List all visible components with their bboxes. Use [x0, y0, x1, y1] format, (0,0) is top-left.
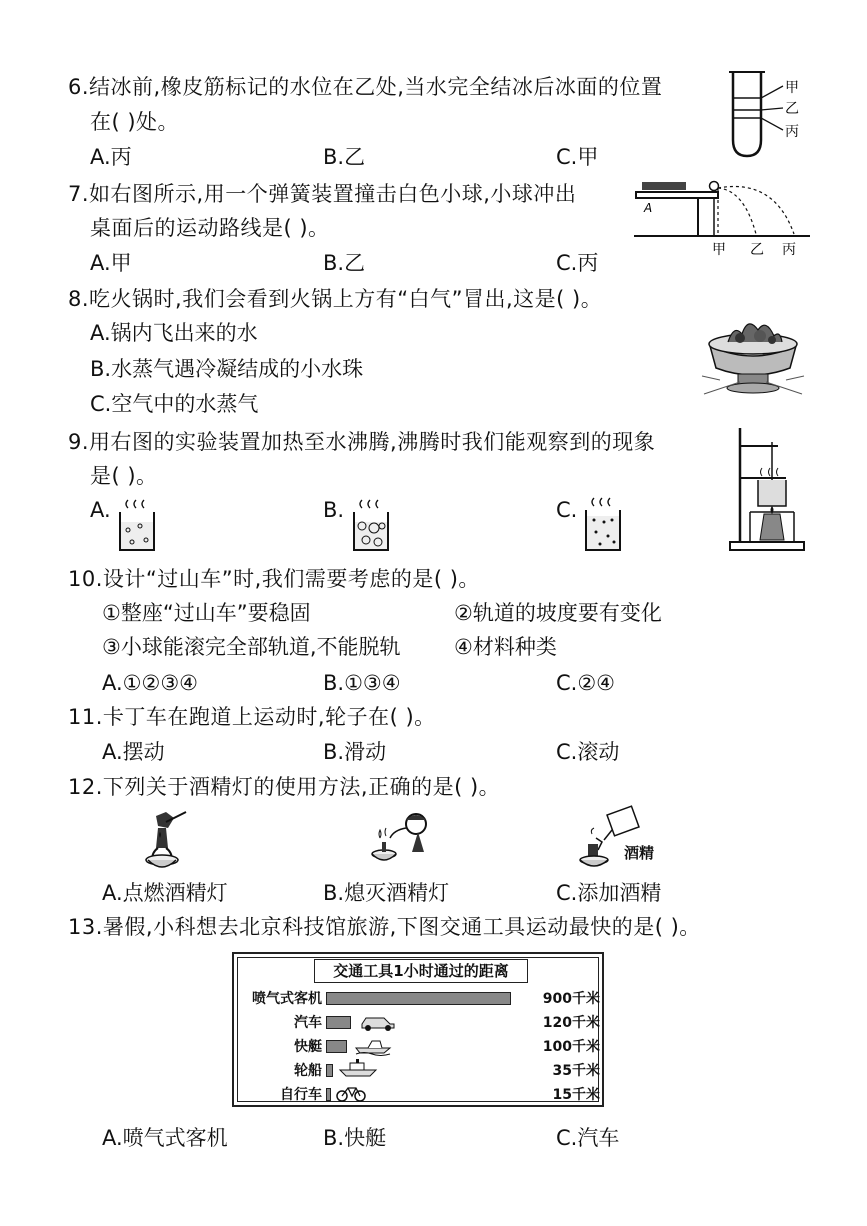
q8-option-c[interactable]: C.空气中的水蒸气	[90, 392, 259, 416]
q13-option-b[interactable]: B.快艇	[323, 1126, 387, 1150]
q12-figure-label-alcohol: 酒精	[624, 844, 655, 862]
row-label-speedboat: 快艇	[294, 1039, 322, 1055]
row-value-ship: 35千米	[552, 1063, 600, 1079]
q12-option-c[interactable]: C.添加酒精	[556, 881, 662, 905]
q11-option-b[interactable]: B.滑动	[323, 740, 387, 764]
q10-option-b[interactable]: B.①③④	[323, 671, 401, 695]
q6-fig-label-yi: 乙	[785, 101, 799, 117]
transport-distance-table	[232, 952, 604, 1107]
q6-stem-line2: 在( )处。	[90, 110, 180, 134]
q10-item-1: ①整座“过山车”要稳固	[102, 601, 311, 625]
bar-bicycle	[326, 1088, 331, 1101]
bar-speedboat	[326, 1040, 347, 1053]
q10-item-4: ④材料种类	[454, 635, 557, 659]
ball-trajectory-illustration	[634, 174, 810, 260]
q7-option-a[interactable]: A.甲	[90, 251, 132, 275]
table-title: 交通工具1小时通过的距离	[314, 959, 528, 983]
q9-option-a[interactable]: A.	[90, 498, 111, 522]
q9-stem-line1: 9.用右图的实验装置加热至水沸腾,沸腾时我们能观察到的现象	[68, 430, 656, 454]
heating-apparatus-illustration	[726, 422, 810, 556]
q7-option-b[interactable]: B.乙	[323, 251, 366, 275]
q11-stem: 11.卡丁车在跑道上运动时,轮子在( )。	[68, 705, 436, 729]
row-value-car: 120千米	[542, 1015, 600, 1031]
q6-fig-label-bing: 丙	[785, 124, 799, 140]
q6-option-b[interactable]: B.乙	[323, 145, 366, 169]
q7-fig-label-a: A	[644, 201, 653, 215]
q10-item-3: ③小球能滚完全部轨道,不能脱轨	[102, 635, 401, 659]
q9-beaker-a-icon	[116, 496, 160, 556]
q7-option-c[interactable]: C.丙	[556, 251, 599, 275]
test-tube-illustration	[725, 68, 815, 160]
q10-option-a[interactable]: A.①②③④	[102, 671, 198, 695]
q7-stem-line1: 7.如右图所示,用一个弹簧装置撞击白色小球,小球冲出	[68, 182, 577, 206]
q12-option-b[interactable]: B.熄灭酒精灯	[323, 881, 450, 905]
q6-option-a[interactable]: A.丙	[90, 145, 132, 169]
q9-option-c[interactable]: C.	[556, 498, 578, 522]
q9-beaker-c-icon	[582, 492, 626, 556]
q13-option-a[interactable]: A.喷气式客机	[102, 1126, 228, 1150]
bar-car	[326, 1016, 351, 1029]
speedboat-icon	[354, 1036, 394, 1056]
q6-fig-label-jia: 甲	[785, 80, 799, 96]
q12-adding-alcohol-icon	[574, 804, 646, 876]
row-value-bicycle: 15千米	[552, 1087, 600, 1103]
q11-option-c[interactable]: C.滚动	[556, 740, 620, 764]
q13-option-c[interactable]: C.汽车	[556, 1126, 620, 1150]
q6-option-c[interactable]: C.甲	[556, 145, 599, 169]
bar-ship	[326, 1064, 333, 1077]
q12-lighting-lamp-icon	[136, 808, 196, 872]
row-value-speedboat: 100千米	[542, 1039, 600, 1055]
row-label-ship: 轮船	[294, 1063, 322, 1079]
q12-option-a[interactable]: A.点燃酒精灯	[102, 881, 228, 905]
q8-option-b[interactable]: B.水蒸气遇冷凝结成的小水珠	[90, 357, 364, 381]
q13-stem: 13.暑假,小科想去北京科技馆旅游,下图交通工具运动最快的是( )。	[68, 915, 701, 939]
q9-beaker-b-icon	[350, 496, 394, 556]
q8-option-a[interactable]: A.锅内飞出来的水	[90, 321, 258, 345]
bicycle-icon	[334, 1083, 368, 1103]
q9-option-b[interactable]: B.	[323, 498, 345, 522]
q7-fig-label-yi: 乙	[750, 242, 764, 258]
q9-stem-line2: 是( )。	[90, 464, 158, 488]
q6-stem-line1: 6.结冰前,橡皮筋标记的水位在乙处,当水完全结冰后冰面的位置	[68, 75, 663, 99]
row-label-jet: 喷气式客机	[252, 991, 322, 1007]
q12-stem: 12.下列关于酒精灯的使用方法,正确的是( )。	[68, 775, 501, 799]
q11-option-a[interactable]: A.摆动	[102, 740, 165, 764]
q10-stem: 10.设计“过山车”时,我们需要考虑的是( )。	[68, 567, 480, 591]
q7-fig-label-jia: 甲	[712, 242, 726, 258]
row-label-bicycle: 自行车	[280, 1087, 322, 1103]
q12-extinguishing-lamp-icon	[366, 808, 436, 872]
row-label-car: 汽车	[294, 1015, 322, 1031]
q10-item-2: ②轨道的坡度要有变化	[454, 601, 662, 625]
q10-option-c[interactable]: C.②④	[556, 671, 615, 695]
ship-icon	[338, 1058, 378, 1080]
row-value-jet: 900千米	[542, 991, 600, 1007]
q7-stem-line2: 桌面后的运动路线是( )。	[90, 216, 330, 240]
bar-jet	[326, 992, 511, 1005]
q8-stem: 8.吃火锅时,我们会看到火锅上方有“白气”冒出,这是( )。	[68, 287, 603, 311]
car-icon	[358, 1012, 398, 1032]
q7-fig-label-bing: 丙	[782, 242, 796, 258]
hotpot-illustration	[700, 306, 806, 398]
